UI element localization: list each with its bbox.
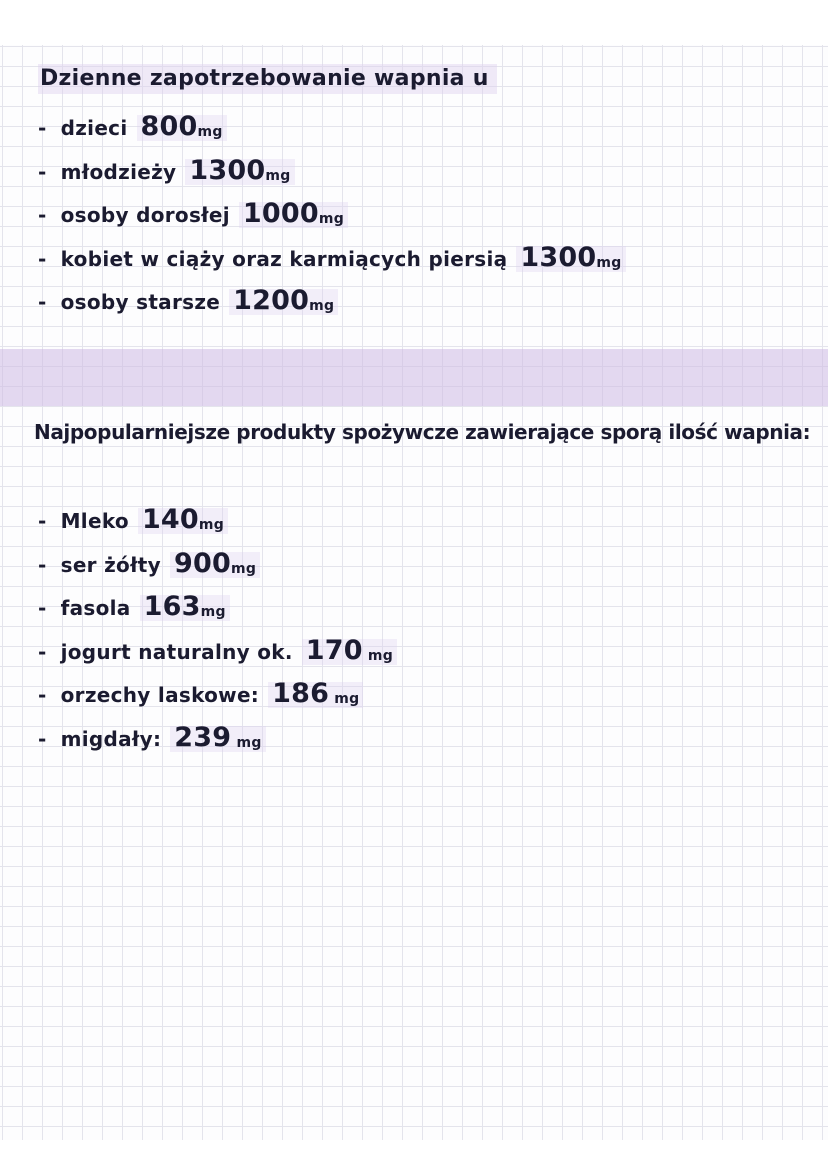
bullet-dash: - (38, 159, 47, 184)
list-item (38, 278, 626, 322)
item-unit: mg (596, 254, 622, 271)
list-item (38, 671, 397, 715)
item-unit: mg (329, 691, 360, 707)
requirements-list (38, 104, 626, 322)
item-label: kobiet w ciąży oraz karmiących piersią (60, 246, 508, 271)
bullet-dash: - (38, 246, 47, 271)
item-label: Mleko (60, 509, 129, 533)
bullet-dash: - (38, 552, 47, 577)
bullet-dash: - (38, 509, 47, 533)
item-unit: mg (362, 647, 394, 664)
item-value-group (516, 241, 625, 273)
item-value-group (229, 285, 338, 316)
item-value: 1200 (233, 285, 310, 316)
item-unit: mg (197, 124, 223, 140)
item-label: osoby starsze (60, 290, 221, 314)
item-label: osoby dorosłej (60, 203, 230, 227)
item-unit: mg (230, 560, 257, 577)
bullet-dash: - (38, 596, 47, 620)
list-item (38, 148, 626, 192)
item-unit: mg (309, 298, 335, 314)
item-unit: mg (318, 211, 345, 227)
item-value-group (140, 591, 230, 622)
item-value-group (268, 678, 363, 709)
list-item (38, 715, 397, 759)
list-item (38, 497, 397, 541)
item-label: jogurt naturalny ok. (60, 639, 293, 664)
item-label: dzieci (60, 116, 128, 140)
item-value: 1300 (520, 241, 597, 273)
item-value: 186 (272, 678, 330, 709)
section-products-title: Najpopularniejsze produkty spożywcze zawierające sporą ilość wapnia: (34, 420, 811, 444)
item-value-group (239, 198, 348, 229)
bullet-dash: - (38, 726, 47, 751)
list-item (38, 628, 397, 672)
bullet-dash: - (38, 639, 47, 664)
item-value-group (170, 547, 260, 579)
item-value-group (302, 634, 397, 666)
item-value-group (137, 111, 227, 142)
list-item (38, 104, 626, 148)
section-requirements-title: Dzienne zapotrzebowanie wapnia u (38, 64, 497, 94)
item-value: 163 (143, 591, 201, 622)
item-value-group (170, 721, 265, 753)
item-label: orzechy laskowe: (60, 683, 260, 707)
item-value: 1000 (242, 198, 319, 229)
list-item (38, 191, 626, 235)
item-label: migdały: (60, 726, 162, 751)
list-item (38, 235, 626, 279)
item-value: 140 (141, 504, 199, 535)
item-unit: mg (265, 167, 291, 184)
item-unit: mg (200, 604, 226, 620)
bullet-dash: - (38, 116, 47, 140)
item-label: młodzieży (60, 159, 177, 184)
item-label: fasola (60, 596, 131, 620)
list-item (38, 541, 397, 585)
item-value: 239 (174, 721, 232, 753)
item-value: 800 (140, 111, 198, 142)
item-value: 170 (305, 634, 363, 666)
list-item (38, 584, 397, 628)
bullet-dash: - (38, 203, 47, 227)
item-value-group (185, 154, 294, 186)
item-value-group (138, 504, 228, 535)
bullet-dash: - (38, 683, 47, 707)
products-list (38, 497, 397, 758)
item-value: 900 (174, 547, 231, 579)
bullet-dash: - (38, 290, 47, 314)
item-unit: mg (231, 734, 262, 751)
item-label: ser żółty (60, 552, 162, 577)
item-unit: mg (198, 517, 225, 533)
item-value: 1300 (189, 154, 266, 186)
